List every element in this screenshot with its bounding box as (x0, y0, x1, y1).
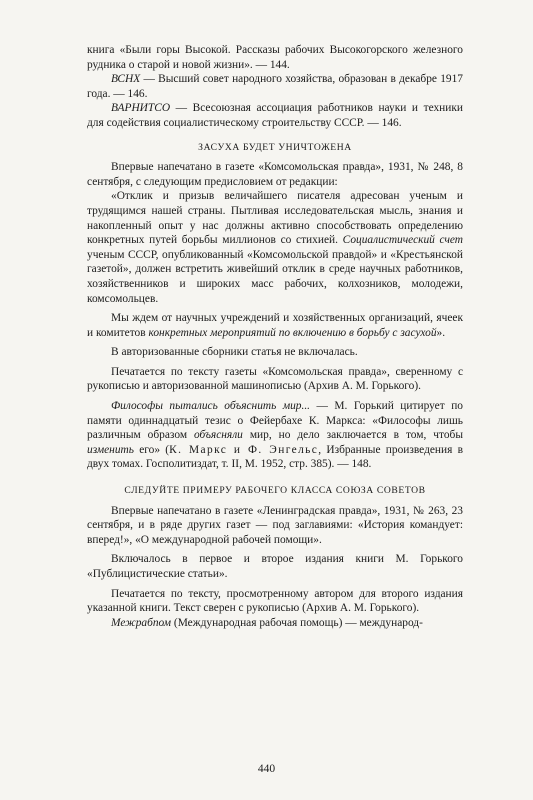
term: ВСНХ (111, 73, 141, 86)
note-paragraph: книга «Были горы Высокой. Рассказы рабочих Высокогорского железного рудника о старой и новой жизни». — 144. (87, 44, 463, 71)
section-heading: СЛЕДУЙТЕ ПРИМЕРУ РАБОЧЕГО КЛАССА СОЮЗА СОВЕТОВ (124, 485, 426, 497)
note-paragraph: Включалось в первое и второе издания книги М. Горького «Публицистические статьи». (87, 553, 463, 580)
notes-text (87, 43, 463, 630)
note-paragraph: Впервые напечатано в газете «Комсомольская правда», 1931, № 248, 8 сентября, с следующим предисловием от редакции: (87, 161, 463, 188)
page-number: 440 (257, 763, 276, 775)
note-paragraph: В авторизованные сборники статья не включалась. (111, 346, 358, 359)
note-paragraph: Впервые напечатано в газете «Ленинградская правда», 1931, № 263, 23 сентября, и в ряде других газет — под заглавиями: «История командует: вперед!», «О международной рабочей помощи». (87, 504, 463, 546)
note-varnitso: ВАРНИТСО — Всесоюзная ассоциация работников науки и техники для содействия социалистическому строительству СССР. — 146. (87, 102, 463, 129)
note-paragraph: Печатается по тексту, просмотренному автором для второго издания указанной книги. Текст сверен с рукописью (Архив А. М. Горького). (87, 587, 463, 615)
note-paragraph: Печатается по тексту газеты «Комсомольская правда», сверенному с рукописью и авторизованной машинописью (Архив А. М. Горького). (87, 365, 463, 393)
section-heading: ЗАСУХА БУДЕТ УНИЧТОЖЕНА (198, 141, 352, 153)
note-vsnkh: ВСНХ — Высший совет народного хозяйства, образован в декабре 1917 года. — 146. (87, 73, 463, 100)
quote-paragraph: «Отклик и призыв величайшего писателя адресован ученым и трудящимся нашей страны. Пытливая исследовательская мысль, знания и накопленный опыт у нас должны активно способствовать определению конкретных путей борьбы миллионов со стихией. Социалистический счет ученым СССР, опубликованный «Комсомольской правдой» и «Крестьянской газетой», должен встретить живейший отклик в среде научных работников, хозяйственников и широких масс рабочих, колхозников, молодежи, комсомольцев. (87, 190, 464, 305)
note-mezhrabpom: Межрабпом (Международная рабочая помощь) — международ- (111, 616, 423, 629)
quote-paragraph: Мы ждем от научных учреждений и хозяйственных организаций, ячеек и комитетов конкретных мероприятий по включению в борьбу с засухой». (87, 312, 463, 339)
note-philosophers: Философы пытались объяснить мир... — М. Горький цитирует по памяти одиннадцатый тезис о Фейербахе К. Маркса: «Философы лишь различным образом объясняли мир, но дело заключается в том, чтобы изменить его» (К. Маркс и Ф. Энгельс, Избранные произведения в двух томах. Госполитиздат, т. II, М. 1952, стр. 385). — 148. (87, 400, 463, 471)
term: ВАРНИТСО (111, 102, 171, 115)
